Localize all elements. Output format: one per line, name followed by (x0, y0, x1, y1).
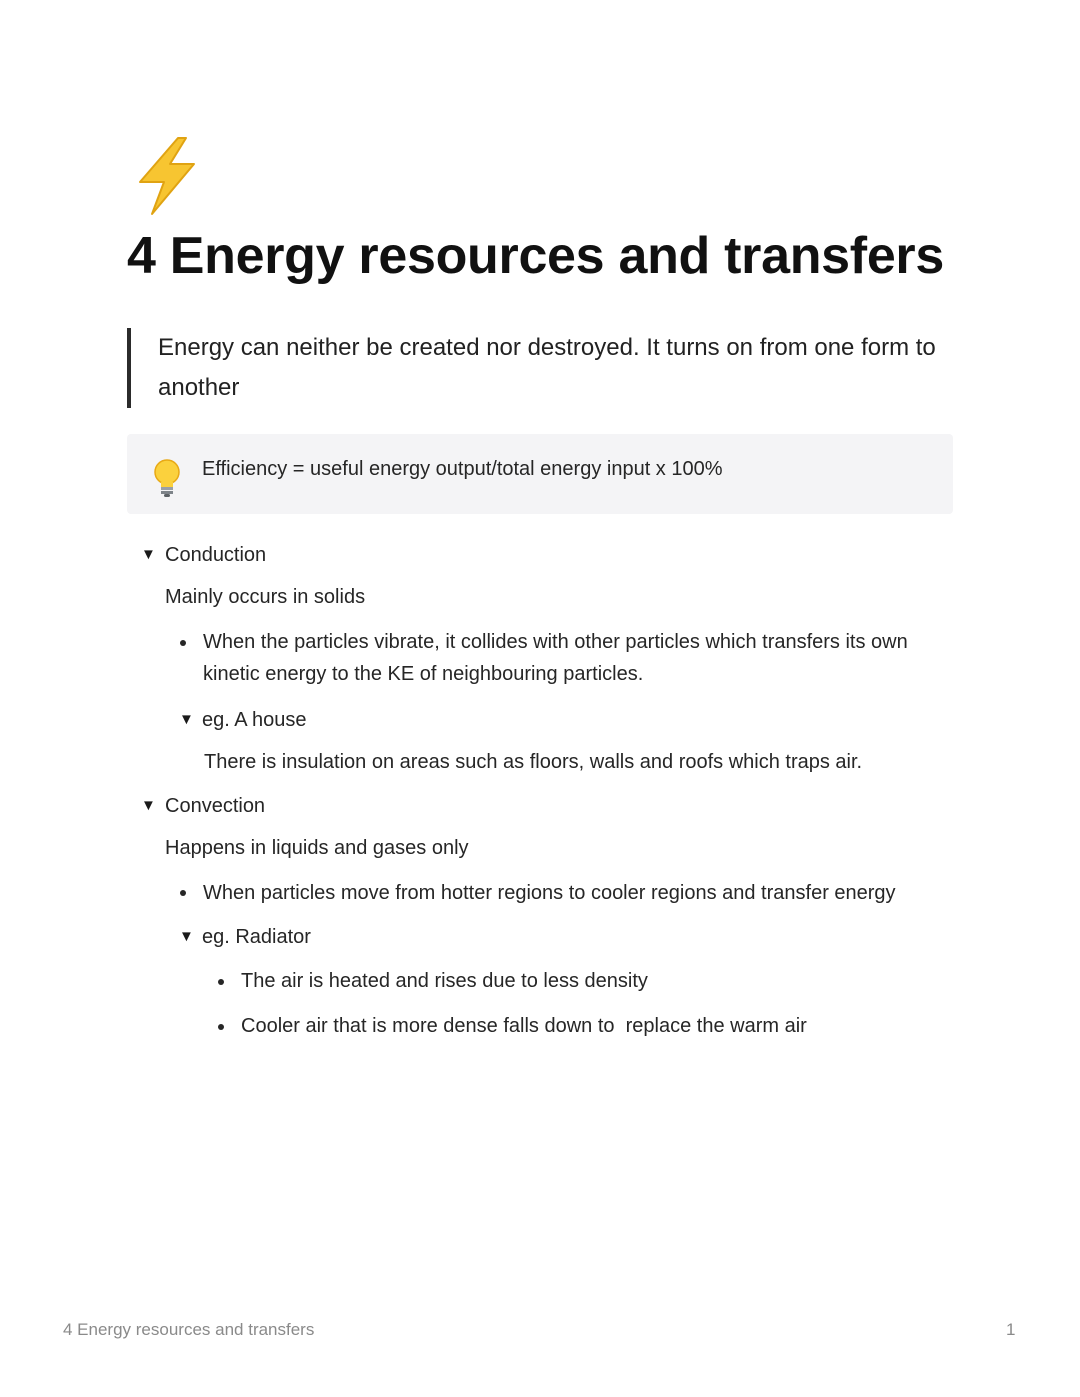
bullet-dot (218, 979, 224, 985)
radiator-bullet: The air is heated and rises due to less density (241, 970, 648, 992)
callout-block (127, 434, 953, 514)
toggle-triangle-icon[interactable]: ▼ (141, 797, 156, 814)
toggle-example-radiator[interactable]: eg. Radiator (202, 926, 311, 948)
radiator-bullet: Cooler air that is more dense falls down to replace the warm air (241, 1015, 807, 1037)
convection-bullet: When particles move from hotter regions to cooler regions and transfer energy (203, 882, 896, 904)
conduction-bullet: When the particles vibrate, it collides with other particles which transfers its own kinetic energy to the KE of neighbouring particles. (203, 631, 908, 685)
lightning-bolt-icon (128, 134, 208, 218)
footer-title: 4 Energy resources and transfers (63, 1320, 315, 1339)
toggle-triangle-icon[interactable]: ▼ (179, 711, 194, 728)
callout-text: Efficiency = useful energy output/total energy input x 100% (202, 458, 723, 480)
lightbulb-icon (151, 458, 183, 498)
toggle-conduction[interactable]: Conduction (165, 544, 267, 566)
bullet-dot (218, 1024, 224, 1030)
toggle-example-house[interactable]: eg. A house (202, 709, 307, 731)
toggle-triangle-icon[interactable]: ▼ (179, 928, 194, 945)
toggle-triangle-icon[interactable]: ▼ (141, 546, 156, 563)
bullet-dot (180, 640, 186, 646)
bullet-dot (180, 890, 186, 896)
toggle-convection[interactable]: Convection (165, 795, 266, 817)
quote-block (127, 328, 958, 408)
convection-description: Happens in liquids and gases only (165, 837, 469, 859)
page-number: 1 (1006, 1320, 1016, 1339)
quote-text: Energy can neither be created nor destroyed. It turns on from one form to another (158, 334, 936, 401)
house-example-text: There is insulation on areas such as floors, walls and roofs which traps air. (204, 751, 863, 773)
page-title: 4 Energy resources and transfers (127, 227, 944, 285)
conduction-description: Mainly occurs in solids (165, 586, 366, 608)
